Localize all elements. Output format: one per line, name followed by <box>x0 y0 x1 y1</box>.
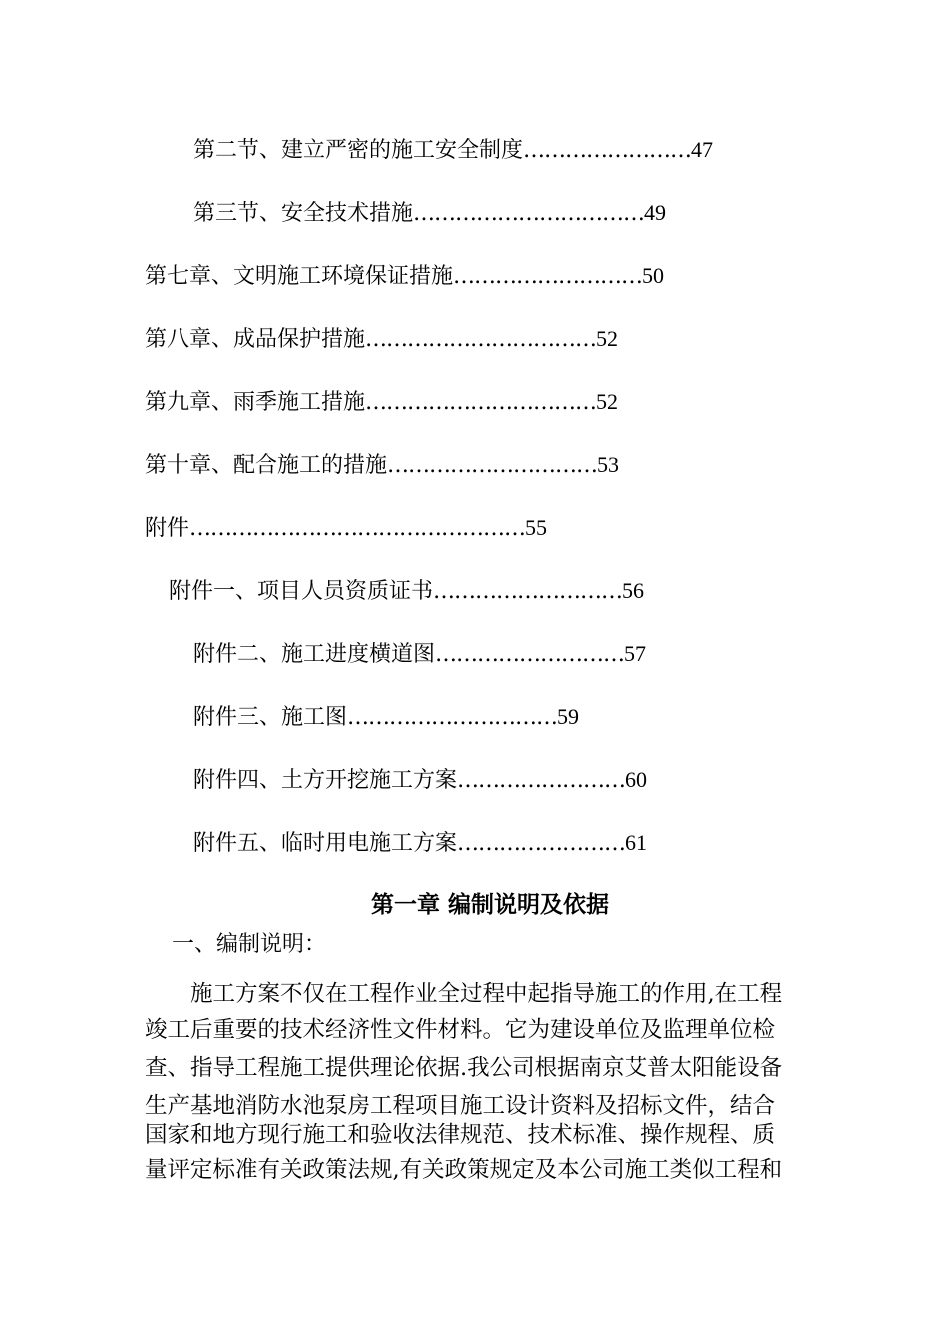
toc-entry[interactable] <box>145 385 768 419</box>
toc-leader-dots: …………………… <box>457 831 626 856</box>
toc-entry[interactable] <box>193 700 768 734</box>
paragraph-line: 施工方案不仅在工程作业全过程中起指导施工的作用,在工程 <box>145 981 783 1007</box>
paragraph-line: 生产基地消防水池泵房工程项目施工设计资料及招标文件，结合 <box>145 1093 776 1119</box>
toc-entry-title: 附件 <box>145 516 190 541</box>
toc-page-number: 56 <box>622 578 645 603</box>
toc-leader-dots: ………………………… <box>347 705 558 730</box>
toc-entry[interactable] <box>145 259 768 293</box>
toc-leader-dots: ………………………… <box>387 453 598 478</box>
toc-entry[interactable] <box>193 133 768 167</box>
toc-entry-title: 第二节、建立严密的施工安全制度 <box>193 138 524 163</box>
toc-entry[interactable] <box>145 322 768 356</box>
toc-leader-dots: ……………………… <box>433 579 623 604</box>
toc-entry-title: 第十章、配合施工的措施 <box>145 453 388 478</box>
toc-page-number: 60 <box>625 767 648 792</box>
toc-leader-dots: …………………………… <box>365 327 597 352</box>
toc-entry[interactable] <box>193 826 768 860</box>
toc-entry[interactable] <box>193 763 768 797</box>
toc-entry-title: 附件一、项目人员资质证书 <box>169 579 434 604</box>
chapter-heading: 第一章 编制说明及依据 <box>370 891 609 918</box>
toc-page-number: 53 <box>597 452 620 477</box>
toc-leader-dots: …………………………… <box>365 390 597 415</box>
toc-page-number: 52 <box>596 326 619 351</box>
toc-entry-title: 附件三、施工图 <box>193 705 348 730</box>
toc-entry[interactable] <box>193 637 768 671</box>
toc-page-number: 52 <box>596 389 619 414</box>
toc-entry-title: 附件四、土方开挖施工方案 <box>193 768 458 793</box>
toc-leader-dots: …………………… <box>523 138 692 163</box>
toc-entry[interactable] <box>169 574 744 608</box>
section-label: 一、编制说明： <box>172 932 327 957</box>
toc-leader-dots: ………………………………………… <box>189 516 526 541</box>
paragraph-line: 量评定标准有关政策法规,有关政策规定及本公司施工类似工程和 <box>145 1157 783 1183</box>
toc-page-number: 57 <box>624 641 647 666</box>
paragraph-line: 竣工后重要的技术经济性文件材料。它为建设单位及监理单位检 <box>145 1017 776 1043</box>
toc-page-number: 61 <box>625 830 648 855</box>
paragraph-line: 查、指导工程施工提供理论依据.我公司根据南京艾普太阳能设备 <box>145 1055 783 1081</box>
toc-leader-dots: ……………………… <box>435 642 625 667</box>
toc-leader-dots: ……………………… <box>453 264 643 289</box>
toc-entry-title: 第七章、文明施工环境保证措施 <box>145 264 454 289</box>
toc-page-number: 47 <box>691 137 714 162</box>
toc-entry-title: 附件五、临时用电施工方案 <box>193 831 458 856</box>
toc-entry[interactable] <box>145 448 768 482</box>
toc-page-number: 55 <box>525 515 548 540</box>
toc-leader-dots: …………………… <box>457 768 626 793</box>
toc-entry-title: 附件二、施工进度横道图 <box>193 642 436 667</box>
toc-entry-title: 第八章、成品保护措施 <box>145 327 366 352</box>
toc-page-number: 59 <box>557 704 580 729</box>
toc-page-number: 50 <box>642 263 665 288</box>
toc-entry[interactable] <box>193 196 768 230</box>
toc-entry-title: 第九章、雨季施工措施 <box>145 390 366 415</box>
toc-page-number: 49 <box>644 200 667 225</box>
toc-entry-title: 第三节、安全技术措施 <box>193 201 414 226</box>
toc-entry[interactable] <box>145 511 768 545</box>
toc-leader-dots: …………………………… <box>413 201 645 226</box>
paragraph-line: 国家和地方现行施工和验收法律规范、技术标准、操作规程、质 <box>145 1122 776 1148</box>
